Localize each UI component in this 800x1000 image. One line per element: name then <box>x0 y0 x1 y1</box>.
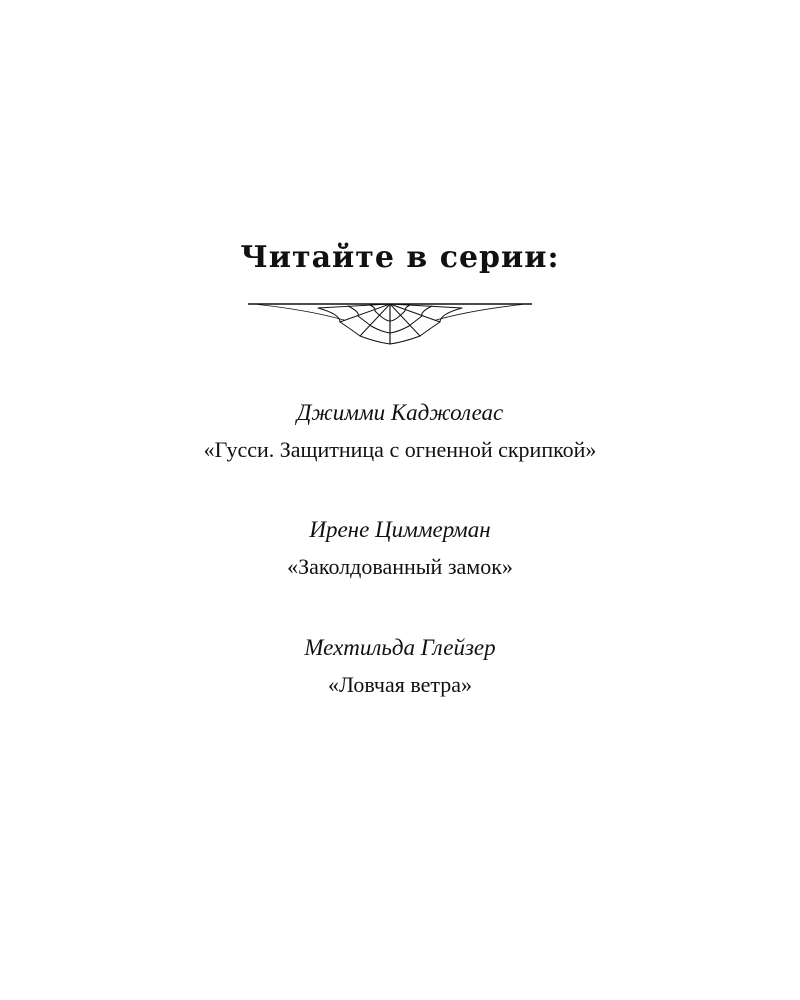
book-title: «Гусси. Защитница с огненной скрипкой» <box>203 437 597 462</box>
page-heading: Читайте в серии: <box>240 240 560 275</box>
book-title: «Заколдованный замок» <box>287 554 513 579</box>
book-entry <box>0 515 800 582</box>
spiderweb-divider-icon <box>248 292 532 348</box>
book-title: «Ловчая ветра» <box>327 672 473 697</box>
book-author: Мехтильда Глейзер <box>304 635 496 660</box>
book-entry <box>0 398 800 465</box>
book-author: Джимми Каджолеас <box>296 400 504 425</box>
book-author: Ирене Циммерман <box>309 517 491 542</box>
book-entry <box>0 633 800 700</box>
